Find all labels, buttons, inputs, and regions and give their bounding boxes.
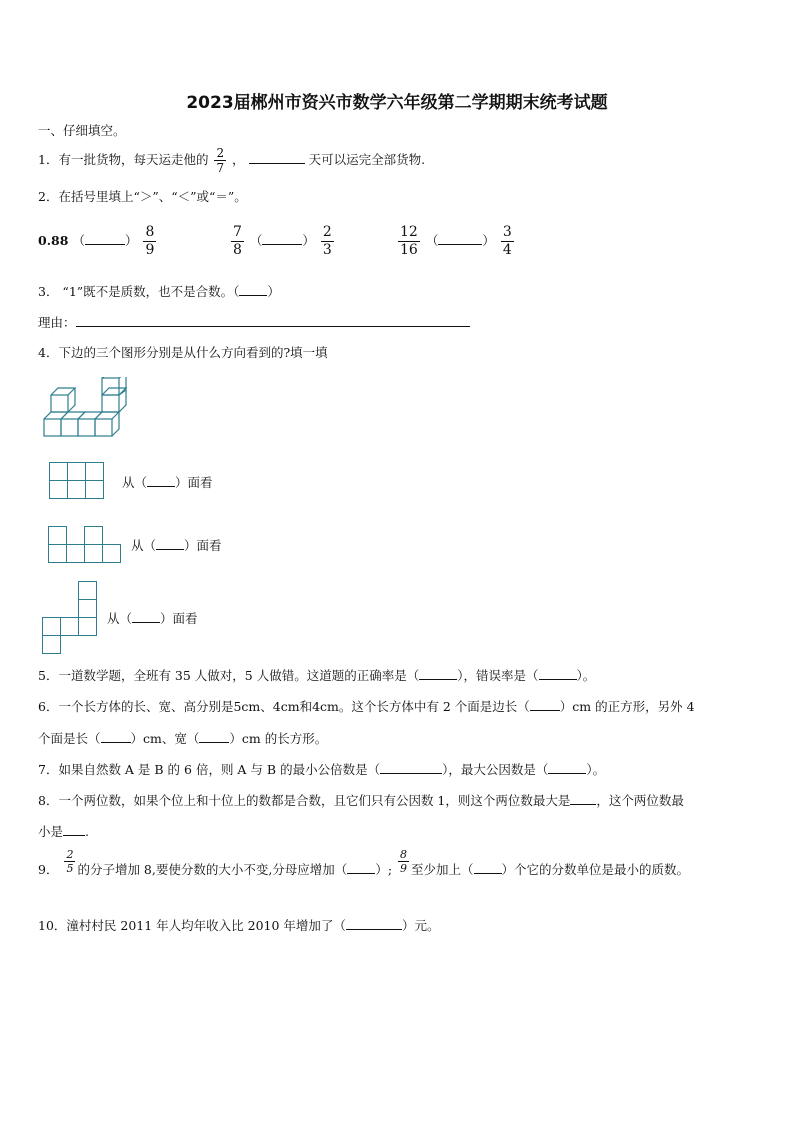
paren-close: ） [124,233,138,248]
grid-cell [84,526,103,545]
q6-pre: 6．一个长方体的长、宽、高分别是5cm、4cm和4cm。这个长方体中有 2 个面是边长（ [38,699,530,714]
paren-open: （ [249,233,263,248]
reason-label: 理由： [38,315,76,330]
q8-line2-pre: 小是 [38,824,64,839]
grid-cell [49,462,68,481]
question-8-line-1 [38,791,684,809]
q2-blank-2[interactable] [262,232,302,245]
q8-blank-1[interactable] [570,792,596,805]
q8-post: ，这个两位数最 [596,793,684,808]
question-7 [38,760,605,778]
q9-frac-2 [398,848,409,875]
grid-cell [42,635,61,654]
frac-num: 8 [400,848,408,861]
grid-cell [60,617,79,636]
grid-cell [48,526,67,545]
question-6-line-1 [38,697,695,715]
q6-blank-1[interactable] [530,698,560,711]
q1-answer-blank[interactable] [249,151,305,164]
q1-fraction [214,146,226,175]
grid-cell [78,617,97,636]
q5-blank-2[interactable] [539,667,577,680]
grid-cell [49,480,68,499]
view-label-1 [122,473,213,491]
grid-cell [67,462,86,481]
question-2: 2．在括号里填上“＞”、“＜”或“＝”。 [38,189,247,204]
question-6-line-2 [38,729,327,747]
grid-cell [84,544,103,563]
question-1 [38,146,425,175]
grid-cell [85,480,104,499]
frac-num: 12 [400,224,418,240]
grid-cell [42,617,61,636]
view-2-blank[interactable] [156,537,184,550]
q2-item-3-left [398,224,420,259]
q10-post: ）元。 [401,918,440,933]
question-8-line-2 [38,822,89,840]
q6-post: ）cm 的正方形，另外 4 [559,699,695,714]
q2-item-2-right [321,224,334,259]
q6-line2-mid: ）cm、宽（ [130,731,200,746]
frac-num: 2 [66,848,74,861]
grid-cell [66,544,85,563]
page-title: 2023届郴州市资兴市数学六年级第二学期期末统考试题 [186,93,608,113]
frac-den: 9 [400,862,408,875]
grid-cell [48,544,67,563]
view-label-3 [107,609,198,627]
q10-blank[interactable] [346,917,402,930]
q9-text-2: ）; [375,862,393,877]
label-pre: 从（ [122,475,148,490]
q1-pre: 1．有一批货物，每天运走他的 [38,152,209,167]
q6-line2-pre: 个面是长（ [38,731,101,746]
q5-post: ）。 [576,668,596,683]
paren-close: ） [482,233,495,248]
frac-num: 8 [145,224,155,240]
frac-num: 3 [502,224,512,240]
cube-stack-figure [42,377,128,439]
label-post: ）面看 [160,611,198,626]
label-post: ）面看 [184,538,222,553]
label-post: ）面看 [175,475,213,490]
frac-den: 16 [400,242,418,258]
q2-item-1 [38,224,158,259]
q3-reason [38,313,470,331]
paren-open: （ [72,233,85,248]
q1-frac-den: 7 [216,161,225,175]
q5-mid: ），错误率是（ [457,668,539,683]
q1-frac-num: 2 [216,146,225,160]
frac-num: 7 [233,224,242,240]
q2-item-1-left: 0.88 [38,233,69,248]
q8-pre: 8．一个两位数，如果个位上和十位上的数都是合数，且它们只有公因数 1，则这个两位数最大是 [38,793,571,808]
paren-close: ） [302,233,315,248]
question-10 [38,916,439,934]
q9-text-1: 的分子增加 8,要使分数的大小不变,分母应增加（ [77,862,348,877]
frac-den: 5 [66,862,74,875]
q2-item-1-right [143,224,156,259]
grid-cell [85,462,104,481]
q2-item-2-left [231,224,244,259]
q6-line2-post: ）cm 的长方形。 [229,731,328,746]
frac-den: 3 [322,242,332,258]
q7-mid: ），最大公因数是（ [442,762,549,777]
label-pre: 从（ [107,611,133,626]
q9-num: 9． [38,862,59,877]
q7-pre: 7．如果自然数 A 是 B 的 6 倍，则 A 与 B 的最小公倍数是（ [38,762,381,777]
grid-cell [78,599,97,618]
frac-den: 9 [145,242,155,258]
q9-blank-1[interactable] [347,861,375,874]
grid-cell [67,480,86,499]
view-1-blank[interactable] [147,474,175,487]
question-9 [38,848,690,878]
q1-mid: ， [232,152,245,167]
q8-blank-2[interactable] [63,823,85,836]
view-label-2 [131,536,222,554]
q5-blank-1[interactable] [419,667,457,680]
question-4: 4．下边的三个图形分别是从什么方向看到的?填一填 [38,345,328,360]
q3-text: 3． “1”既不是质数，也不是合数。（ [38,284,240,299]
q7-blank-1[interactable] [380,761,442,774]
q10-pre: 10．潼村村民 2011 年人均年收入比 2010 年增加了（ [38,918,346,933]
grid-cell [102,544,121,563]
q7-blank-2[interactable] [548,761,586,774]
q2-blank-1[interactable] [85,232,125,245]
q3-close: ） [267,284,280,299]
q7-post: ）。 [586,762,606,777]
grid-cell [78,581,97,600]
question-5 [38,666,595,684]
section-heading: 一、仔细填空。 [38,123,126,138]
q2-item-2 [229,224,336,259]
q9-text-3: 至少加上（ [411,862,474,877]
q9-blank-2[interactable] [474,861,502,874]
q6-blank-2[interactable] [101,730,131,743]
paren-open: （ [425,233,439,248]
q8-line2-post: . [85,824,89,839]
q2-blank-3[interactable] [438,232,482,245]
q2-item-3 [396,224,516,259]
reason-blank[interactable] [76,314,470,327]
q1-post: 天可以运完全部货物. [308,152,426,167]
q6-blank-3[interactable] [199,730,229,743]
q3-answer-blank[interactable] [239,283,267,296]
q9-text-4: ）个它的分数单位是最小的质数。 [501,862,690,877]
frac-num: 2 [322,224,332,240]
frac-den: 4 [502,242,512,258]
view-3-blank[interactable] [132,610,160,623]
question-3 [38,282,280,300]
label-pre: 从（ [131,538,157,553]
q5-pre: 5．一道数学题，全班有 35 人做对，5 人做错。这道题的正确率是（ [38,668,420,683]
q9-frac-1 [64,848,75,875]
q2-item-3-right [501,224,514,259]
frac-den: 8 [233,242,242,258]
